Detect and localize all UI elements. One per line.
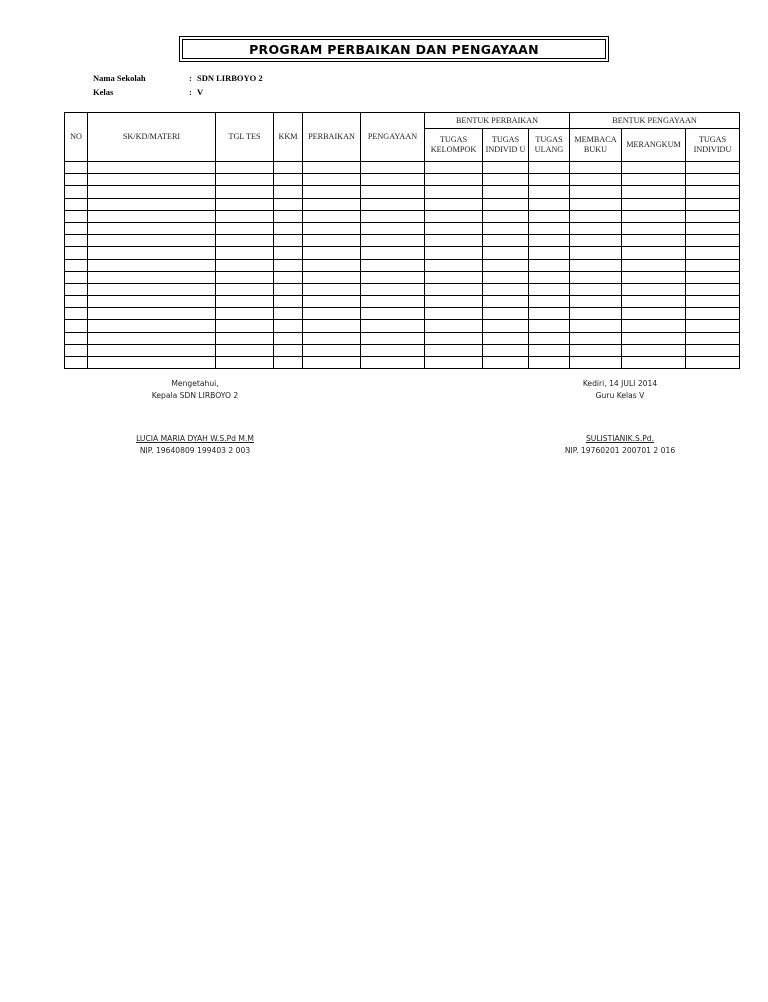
table-cell — [425, 235, 483, 247]
table-cell — [570, 344, 622, 356]
table-cell — [622, 162, 686, 174]
table-cell — [88, 283, 216, 295]
table-cell — [425, 271, 483, 283]
table-cell — [216, 283, 274, 295]
table-cell — [529, 247, 570, 259]
document-title: PROGRAM PERBAIKAN DAN PENGAYAAN — [249, 41, 539, 57]
table-cell — [529, 222, 570, 234]
table-cell — [303, 332, 361, 344]
signature-right — [545, 379, 695, 403]
table-cell — [570, 308, 622, 320]
table-cell — [483, 344, 529, 356]
table-cell — [303, 308, 361, 320]
table-cell — [686, 222, 740, 234]
table-cell — [686, 210, 740, 222]
table-cell — [303, 344, 361, 356]
table-cell — [570, 174, 622, 186]
table-cell — [570, 198, 622, 210]
table-cell — [361, 198, 425, 210]
table-cell — [529, 357, 570, 369]
sig-left-nip: NIP. 19640809 199403 2 003 — [139, 446, 251, 455]
table-cell — [686, 247, 740, 259]
table-cell — [686, 344, 740, 356]
table-cell — [622, 283, 686, 295]
sig-left-name: LUCIA MARIA DYAH W.S.Pd M.M — [136, 434, 254, 443]
table-cell — [529, 332, 570, 344]
table-cell — [274, 357, 303, 369]
table-cell — [274, 332, 303, 344]
table-cell — [425, 320, 483, 332]
table-cell — [361, 210, 425, 222]
table-cell — [570, 222, 622, 234]
table-cell — [483, 222, 529, 234]
table-cell — [529, 235, 570, 247]
table-cell — [483, 198, 529, 210]
table-cell — [303, 198, 361, 210]
table-cell — [303, 283, 361, 295]
table-cell — [65, 320, 88, 332]
signature-left-name-block — [120, 434, 270, 458]
table-cell — [622, 210, 686, 222]
table-cell — [570, 296, 622, 308]
header-no: NO — [65, 113, 88, 162]
signature-left — [120, 379, 270, 403]
header-bentuk-perbaikan: BENTUK PERBAIKAN — [425, 113, 570, 129]
table-cell — [88, 332, 216, 344]
table-cell — [483, 210, 529, 222]
remedial-enrichment-table — [64, 112, 740, 369]
table-cell — [88, 271, 216, 283]
table-cell — [88, 162, 216, 174]
table-cell — [274, 198, 303, 210]
table-cell — [425, 222, 483, 234]
table-cell — [483, 235, 529, 247]
table-row — [65, 259, 740, 271]
table-cell — [686, 186, 740, 198]
header-tugas-individu-pengayaan: TUGAS INDIVIDU — [686, 129, 740, 162]
sig-right-line2: Guru Kelas V — [595, 391, 645, 400]
table-cell — [88, 247, 216, 259]
table-cell — [425, 308, 483, 320]
table-cell — [361, 186, 425, 198]
table-cell — [686, 174, 740, 186]
table-cell — [686, 308, 740, 320]
table-cell — [483, 357, 529, 369]
table-row — [65, 320, 740, 332]
table-cell — [274, 235, 303, 247]
sig-left-line1: Mengetahui, — [171, 379, 219, 388]
table-cell — [622, 222, 686, 234]
title-box — [179, 36, 609, 62]
table-cell — [361, 296, 425, 308]
header-merangkum: MERANGKUM — [622, 129, 686, 162]
signature-right-name-block — [545, 434, 695, 458]
table-cell — [483, 271, 529, 283]
table-cell — [65, 308, 88, 320]
table-cell — [622, 357, 686, 369]
table-cell — [88, 174, 216, 186]
table-cell — [529, 210, 570, 222]
table-cell — [274, 186, 303, 198]
table-cell — [483, 259, 529, 271]
table-cell — [65, 296, 88, 308]
table-cell — [303, 271, 361, 283]
table-cell — [483, 296, 529, 308]
table-cell — [88, 357, 216, 369]
table-cell — [361, 259, 425, 271]
table-row — [65, 332, 740, 344]
table-cell — [303, 174, 361, 186]
table-cell — [65, 271, 88, 283]
header-tugas-ulang: TUGAS ULANG — [529, 129, 570, 162]
table-row — [65, 198, 740, 210]
table-cell — [274, 283, 303, 295]
table-cell — [570, 357, 622, 369]
table-cell — [529, 283, 570, 295]
table-cell — [425, 186, 483, 198]
table-cell — [216, 210, 274, 222]
table-cell — [88, 259, 216, 271]
school-value: SDN LIRBOYO 2 — [197, 73, 263, 83]
table-cell — [65, 332, 88, 344]
table-cell — [622, 332, 686, 344]
table-cell — [88, 320, 216, 332]
colon: : — [189, 87, 192, 97]
table-cell — [529, 308, 570, 320]
table-cell — [686, 320, 740, 332]
table-cell — [622, 320, 686, 332]
table-cell — [425, 344, 483, 356]
table-cell — [361, 357, 425, 369]
table-cell — [216, 222, 274, 234]
table-cell — [570, 332, 622, 344]
table-cell — [529, 186, 570, 198]
table-cell — [361, 247, 425, 259]
table-cell — [570, 271, 622, 283]
table-cell — [88, 222, 216, 234]
table-cell — [216, 259, 274, 271]
table-cell — [361, 271, 425, 283]
table-cell — [303, 296, 361, 308]
table-cell — [274, 344, 303, 356]
table-cell — [65, 357, 88, 369]
table-cell — [216, 235, 274, 247]
table-cell — [303, 357, 361, 369]
class-value: V — [197, 87, 204, 97]
table-cell — [65, 283, 88, 295]
class-label: Kelas — [93, 87, 114, 97]
table-cell — [622, 186, 686, 198]
table-cell — [483, 320, 529, 332]
table-row — [65, 296, 740, 308]
table-cell — [425, 296, 483, 308]
table-cell — [622, 174, 686, 186]
sig-right-name: SULISTIANIK.S.Pd. — [585, 434, 655, 443]
table-cell — [65, 259, 88, 271]
table-cell — [483, 283, 529, 295]
table-cell — [529, 259, 570, 271]
table-cell — [529, 162, 570, 174]
table-cell — [483, 247, 529, 259]
table-row — [65, 247, 740, 259]
table-cell — [570, 235, 622, 247]
header-kkm: KKM — [274, 113, 303, 162]
table-cell — [216, 332, 274, 344]
table-cell — [216, 344, 274, 356]
table-cell — [216, 247, 274, 259]
header-tugas-individu-perbaikan: TUGAS INDIVID U — [483, 129, 529, 162]
header-pengayaan: PENGAYAAN — [361, 113, 425, 162]
table-cell — [622, 308, 686, 320]
table-cell — [88, 198, 216, 210]
header-tgl-tes: TGL TES — [216, 113, 274, 162]
table-cell — [529, 296, 570, 308]
table-row — [65, 186, 740, 198]
sig-right-line1: Kediri, 14 JULI 2014 — [582, 379, 658, 388]
table-cell — [622, 344, 686, 356]
table-cell — [303, 235, 361, 247]
sig-right-nip: NIP. 19760201 200701 2 016 — [564, 446, 676, 455]
table-cell — [216, 174, 274, 186]
table-cell — [483, 162, 529, 174]
table-cell — [65, 247, 88, 259]
header-tugas-kelompok: TUGAS KELOMPOK — [425, 129, 483, 162]
colon: : — [189, 73, 192, 83]
table-cell — [274, 271, 303, 283]
table-cell — [216, 320, 274, 332]
table-cell — [216, 296, 274, 308]
table-cell — [361, 283, 425, 295]
table-cell — [303, 259, 361, 271]
table-cell — [622, 247, 686, 259]
table-cell — [303, 162, 361, 174]
header-membaca-buku: MEMBACA BUKU — [570, 129, 622, 162]
table-cell — [361, 235, 425, 247]
table-row — [65, 344, 740, 356]
table-body — [65, 162, 740, 369]
table-cell — [570, 210, 622, 222]
table-cell — [361, 174, 425, 186]
table-cell — [686, 283, 740, 295]
table-cell — [361, 344, 425, 356]
table-cell — [65, 186, 88, 198]
table-cell — [274, 222, 303, 234]
table-cell — [425, 357, 483, 369]
table-cell — [361, 162, 425, 174]
table-cell — [88, 235, 216, 247]
table-cell — [65, 222, 88, 234]
table-cell — [686, 332, 740, 344]
table-cell — [570, 162, 622, 174]
table-row — [65, 283, 740, 295]
table-cell — [425, 332, 483, 344]
table-cell — [303, 210, 361, 222]
table-cell — [425, 247, 483, 259]
table-cell — [425, 174, 483, 186]
table-cell — [686, 357, 740, 369]
table-cell — [274, 259, 303, 271]
table-cell — [529, 320, 570, 332]
table-cell — [65, 174, 88, 186]
table-cell — [88, 344, 216, 356]
table-cell — [570, 259, 622, 271]
table-cell — [483, 332, 529, 344]
table-cell — [425, 259, 483, 271]
table-cell — [303, 222, 361, 234]
table-cell — [216, 271, 274, 283]
table-cell — [216, 357, 274, 369]
school-info — [93, 73, 263, 101]
header-bentuk-pengayaan: BENTUK PENGAYAAN — [570, 113, 740, 129]
table-cell — [622, 198, 686, 210]
table-cell — [216, 162, 274, 174]
table-cell — [622, 259, 686, 271]
table-cell — [216, 198, 274, 210]
table-cell — [425, 210, 483, 222]
title-frame — [182, 39, 606, 59]
table-cell — [686, 259, 740, 271]
table-row — [65, 174, 740, 186]
table-cell — [361, 332, 425, 344]
table-cell — [425, 198, 483, 210]
header-perbaikan: PERBAIKAN — [303, 113, 361, 162]
table-cell — [274, 308, 303, 320]
table-cell — [65, 210, 88, 222]
table-cell — [65, 198, 88, 210]
table-cell — [483, 308, 529, 320]
table-cell — [686, 198, 740, 210]
table-cell — [274, 210, 303, 222]
table-row — [65, 210, 740, 222]
table-cell — [88, 308, 216, 320]
table-cell — [361, 222, 425, 234]
table-cell — [65, 162, 88, 174]
table-row — [65, 235, 740, 247]
table-cell — [686, 235, 740, 247]
table-cell — [686, 162, 740, 174]
info-row-school — [93, 73, 263, 87]
sig-left-line2: Kepala SDN LIRBOYO 2 — [151, 391, 239, 400]
table-cell — [303, 247, 361, 259]
table-cell — [483, 186, 529, 198]
table-cell — [65, 344, 88, 356]
table-cell — [686, 271, 740, 283]
table-cell — [570, 320, 622, 332]
table-cell — [529, 174, 570, 186]
table-cell — [686, 296, 740, 308]
table-cell — [622, 235, 686, 247]
school-label: Nama Sekolah — [93, 73, 146, 83]
table-cell — [361, 308, 425, 320]
table-cell — [425, 283, 483, 295]
table-cell — [274, 174, 303, 186]
table-cell — [216, 186, 274, 198]
table-cell — [570, 186, 622, 198]
table-cell — [622, 296, 686, 308]
info-row-class — [93, 87, 263, 101]
table-cell — [88, 296, 216, 308]
table-cell — [570, 283, 622, 295]
table-cell — [622, 271, 686, 283]
table-cell — [88, 186, 216, 198]
table-cell — [303, 186, 361, 198]
table-cell — [570, 247, 622, 259]
table-row — [65, 271, 740, 283]
table-cell — [274, 247, 303, 259]
table-cell — [274, 320, 303, 332]
table-cell — [65, 235, 88, 247]
table-cell — [529, 271, 570, 283]
table-cell — [483, 174, 529, 186]
table-cell — [88, 210, 216, 222]
table-cell — [425, 162, 483, 174]
table-row — [65, 308, 740, 320]
table-cell — [303, 320, 361, 332]
header-materi: SK/KD/MATERI — [88, 113, 216, 162]
table-row — [65, 222, 740, 234]
table-cell — [274, 296, 303, 308]
table-cell — [361, 320, 425, 332]
table-cell — [274, 162, 303, 174]
table-cell — [529, 198, 570, 210]
table-row — [65, 162, 740, 174]
table-cell — [529, 344, 570, 356]
table-cell — [216, 308, 274, 320]
table-row — [65, 357, 740, 369]
